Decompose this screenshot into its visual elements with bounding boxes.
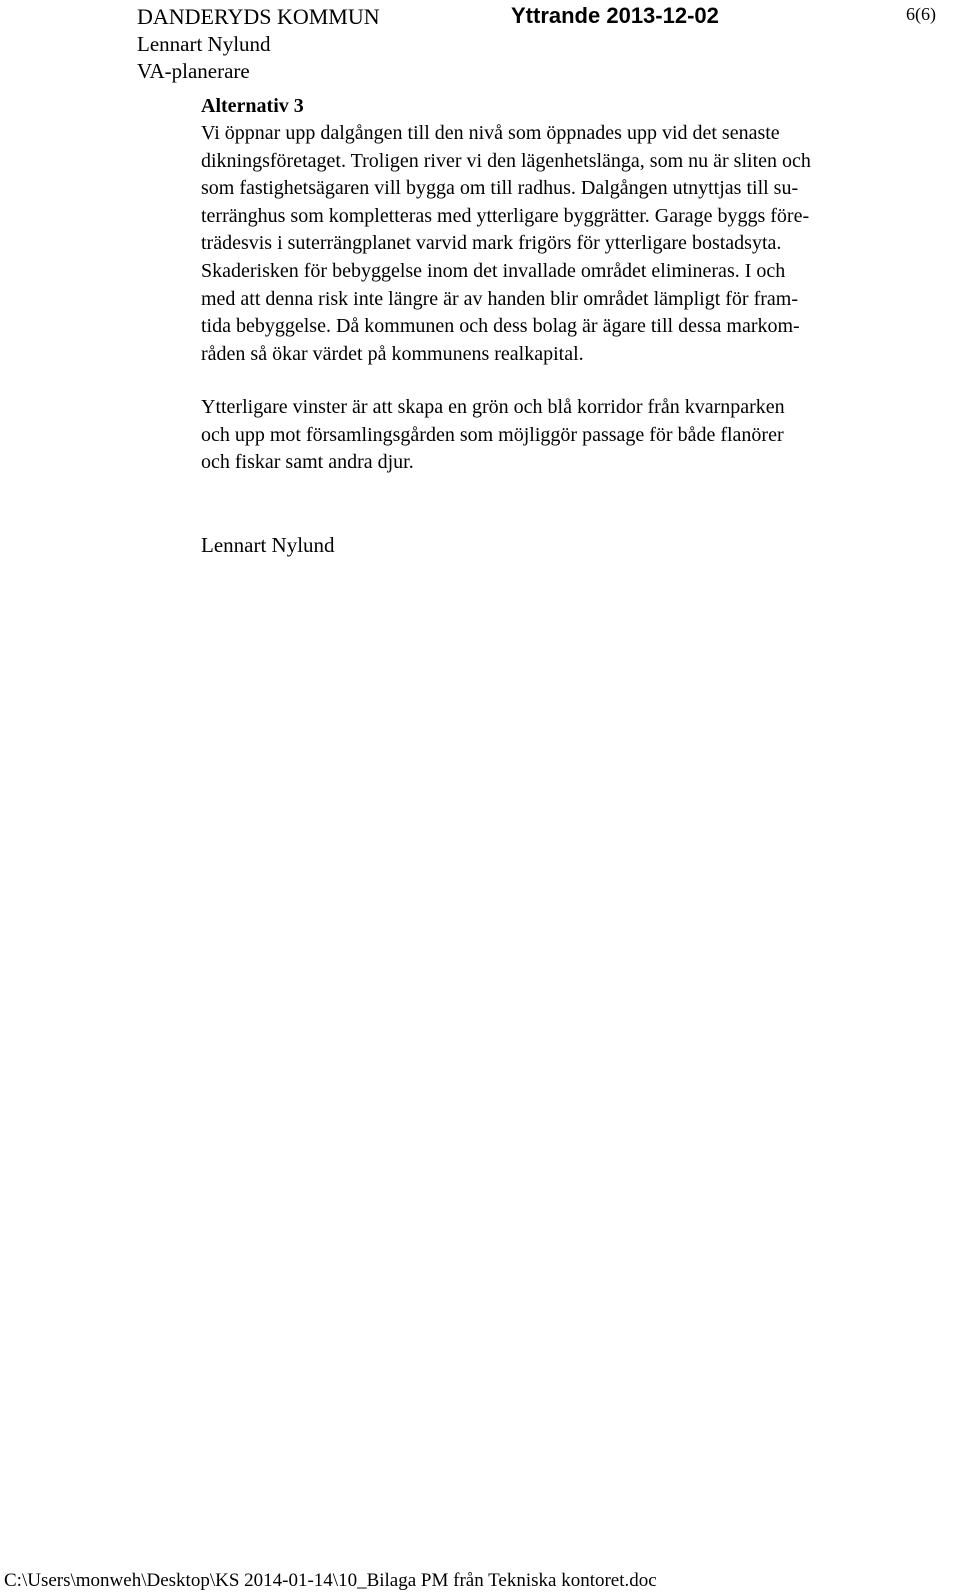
header-author: Lennart Nylund <box>137 32 271 56</box>
footer-file-path: C:\Users\monweh\Desktop\KS 2014-01-14\10_Bilaga PM från Tekniska kontoret.doc <box>4 1570 657 1591</box>
header-document-title: Yttrande 2013-12-02 <box>511 3 719 28</box>
header-organization: DANDERYDS KOMMUN <box>137 4 380 29</box>
text-line: dikningsföretaget. Troligen river vi den lägenhetslänga, som nu är sliten och <box>201 149 811 172</box>
header-role: VA-planerare <box>137 59 250 83</box>
text-line: och fiskar samt andra djur. <box>201 451 414 474</box>
document-body <box>201 93 941 559</box>
text-line: med att denna risk inte längre är av handen blir området lämpligt för fram- <box>201 287 799 310</box>
text-line: och upp mot församlingsgården som möjliggör passage för både flanörer <box>201 423 784 446</box>
text-line: råden så ökar värdet på kommunens realkapital. <box>201 342 584 365</box>
text-line: Vi öppnar upp dalgången till den nivå som öppnades upp vid det senaste <box>201 122 780 144</box>
header-page-number: 6(6) <box>906 4 936 24</box>
text-line: Skaderisken för bebyggelse inom det invallade området elimineras. I och <box>201 259 786 282</box>
text-line: terränghus som kompletteras med ytterligare byggrätter. Garage byggs före- <box>201 204 810 227</box>
paragraph-additional-benefits <box>201 394 941 477</box>
text-line: Ytterligare vinster är att skapa en grön och blå korridor från kvarnparken <box>201 396 785 419</box>
paragraph-alternative-3 <box>201 120 941 368</box>
section-heading: Alternativ 3 <box>201 95 304 117</box>
text-line: tida bebyggelse. Då kommunen och dess bolag är ägare till dessa markom- <box>201 315 800 338</box>
signature: Lennart Nylund <box>201 532 335 557</box>
text-line: som fastighetsägaren vill bygga om till radhus. Dalgången utnyttjas till su- <box>201 177 799 200</box>
text-line: trädesvis i suterrängplanet varvid mark frigörs för ytterligare bostadsyta. <box>201 232 782 255</box>
